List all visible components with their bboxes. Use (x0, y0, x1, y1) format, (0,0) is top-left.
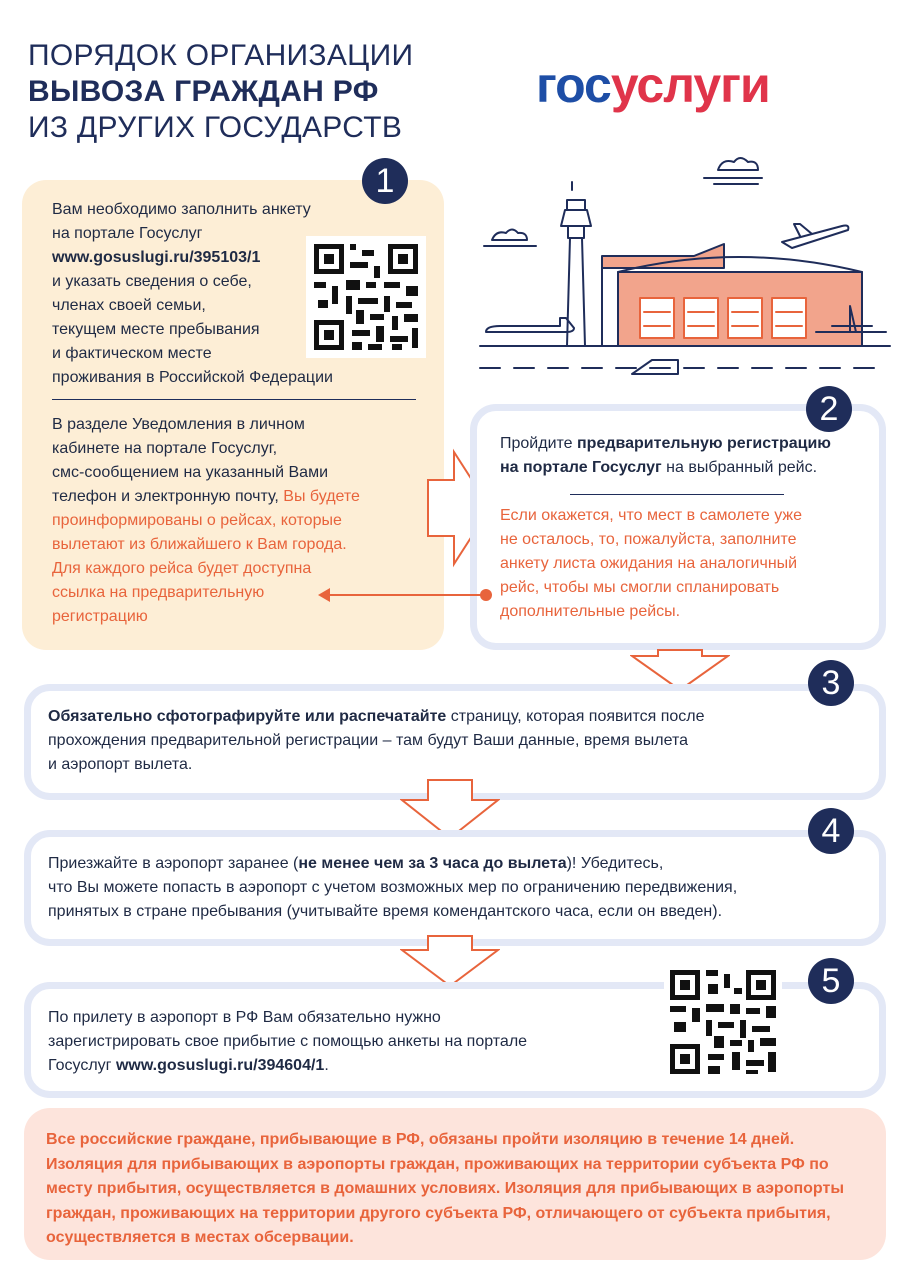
step-2-orange-line: анкету листа ожидания на аналогичный (500, 555, 798, 572)
step-3-bold: Обязательно сфотографируйте или распечатайте (48, 708, 447, 725)
step-1-number: 1 (362, 158, 408, 204)
notice-plain-text: телефон и электронную почту, (52, 488, 284, 505)
step-2-line (500, 432, 831, 456)
step-1-notice-line (52, 485, 360, 509)
step-5-link[interactable]: www.gosuslugi.ru/394604/1 (115, 1057, 325, 1074)
divider (52, 399, 416, 400)
step-1-notice-line: вылетают из ближайшего к Вам города. (52, 536, 347, 553)
airplane-icon (486, 318, 574, 332)
step-1-link[interactable]: www.gosuslugi.ru/395103/1 (52, 249, 261, 266)
qr-code-2[interactable] (664, 964, 782, 1080)
step-1-notice-line: В разделе Уведомления в личном (52, 416, 305, 433)
title-line-3: ИЗ ДРУГИХ ГОСУДАРСТВ (28, 111, 403, 144)
step-3-line: прохождения предварительной регистрации – там будут Ваши данные, время вылета (48, 732, 688, 749)
step-1-line: членах своей семьи, (52, 297, 206, 314)
step-1-line: проживания в Российской Федерации (52, 369, 333, 386)
qr-code-1[interactable] (306, 236, 426, 358)
step-4-bold: не менее чем за 3 часа до вылета (298, 855, 567, 872)
step-5-plain: Госуслуг (48, 1057, 116, 1074)
step-1-intro (52, 198, 333, 390)
step-2-plain: Пройдите (500, 435, 577, 452)
step-1-line: текущем месте пребывания (52, 321, 260, 338)
title-line-2: ВЫВОЗА ГРАЖДАН РФ (28, 75, 379, 108)
cloud-icon (718, 158, 758, 170)
step-2-orange-line: Если окажется, что мест в самолете уже (500, 507, 802, 524)
airplane-icon (782, 224, 848, 248)
step-5-text (48, 1006, 527, 1078)
step-5-line (48, 1054, 527, 1078)
step-3-plain: страницу, которая появится после (446, 708, 705, 725)
step-3-line (48, 705, 705, 729)
step-2-bold: предварительную регистрацию (577, 435, 831, 452)
step-2-orange-line: рейс, чтобы мы смогли спланировать (500, 579, 780, 596)
step-4-plain: Приезжайте в аэропорт заранее ( (48, 855, 299, 872)
step-4-line: что Вы можете попасть в аэропорт с учетом возможных мер по ограничению передвижения, (48, 879, 738, 896)
step-1-line: и указать сведения о себе, (52, 273, 252, 290)
step-1-notice (52, 413, 360, 629)
step-1-notice-line: регистрацию (52, 608, 148, 625)
isolation-notice (24, 1108, 886, 1260)
divider (570, 494, 784, 495)
step-2-waitlist (500, 504, 802, 624)
logo-part-gos: гос (536, 57, 611, 113)
logo-part-uslugi: услуги (610, 57, 770, 113)
page-title (28, 38, 413, 146)
step-2-plain: на выбранный рейс. (661, 459, 818, 476)
connector-arrow-icon (316, 584, 496, 606)
step-4-line (48, 852, 737, 876)
step-3-text (48, 705, 705, 777)
step-3-number: 3 (808, 660, 854, 706)
step-1-line: и фактическом месте (52, 345, 212, 362)
step-4-plain: )! Убедитесь, (566, 855, 664, 872)
gosuslugi-logo (536, 56, 770, 114)
step-4-number: 4 (808, 808, 854, 854)
step-2-number: 2 (806, 386, 852, 432)
step-1-line: на портале Госуслуг (52, 225, 203, 242)
arrow-down-icon (400, 934, 500, 988)
step-1-notice-line: кабинете на портале Госуслуг, (52, 440, 278, 457)
step-1-notice-line: проинформированы о рейсах, которые (52, 512, 342, 529)
title-line-1: ПОРЯДОК ОРГАНИЗАЦИИ (28, 39, 414, 72)
step-5-number: 5 (808, 958, 854, 1004)
step-1-notice-line: ссылка на предварительную (52, 584, 265, 601)
step-5-line: зарегистрировать свое прибытие с помощью анкеты на портале (48, 1033, 528, 1050)
step-2-bold: на портале Госуслуг (500, 459, 662, 476)
step-1-notice-line: Для каждого рейса будет доступна (52, 560, 312, 577)
step-2-orange-line: дополнительные рейсы. (500, 603, 681, 620)
notice-orange-text: Вы будете (283, 488, 360, 505)
step-5-line: По прилету в аэропорт в РФ Вам обязательно нужно (48, 1009, 441, 1026)
step-1-line: Вам необходимо заполнить анкету (52, 201, 311, 218)
step-4-text (48, 852, 737, 924)
step-4-line: принятых в стране пребывания (учитывайте время комендантского часа, если он введен). (48, 903, 723, 920)
cloud-icon (492, 230, 527, 241)
step-2-line (500, 456, 831, 480)
step-5-plain: . (324, 1057, 329, 1074)
airport-illustration (470, 150, 900, 390)
step-2-main (500, 432, 831, 480)
step-2-orange-line: не осталось, то, пожалуйста, заполните (500, 531, 797, 548)
step-3-line: и аэропорт вылета. (48, 756, 193, 773)
isolation-notice-text: Все российские граждане, прибывающие в РФ, обязаны пройти изоляцию в течение 14 дней. Изоляция для прибывающих в аэропорты граждан, проживающих на территории субъекта РФ по месту прибытия, осуществляется в домашних условиях. Изоляция для прибывающих в аэропорты граждан, проживающих на территории другого субъекта РФ, отличающего от субъекта прибытия, осуществляется в местах обсервации. (46, 1131, 844, 1246)
step-1-notice-line: смс-сообщением на указанный Вами (52, 464, 329, 481)
